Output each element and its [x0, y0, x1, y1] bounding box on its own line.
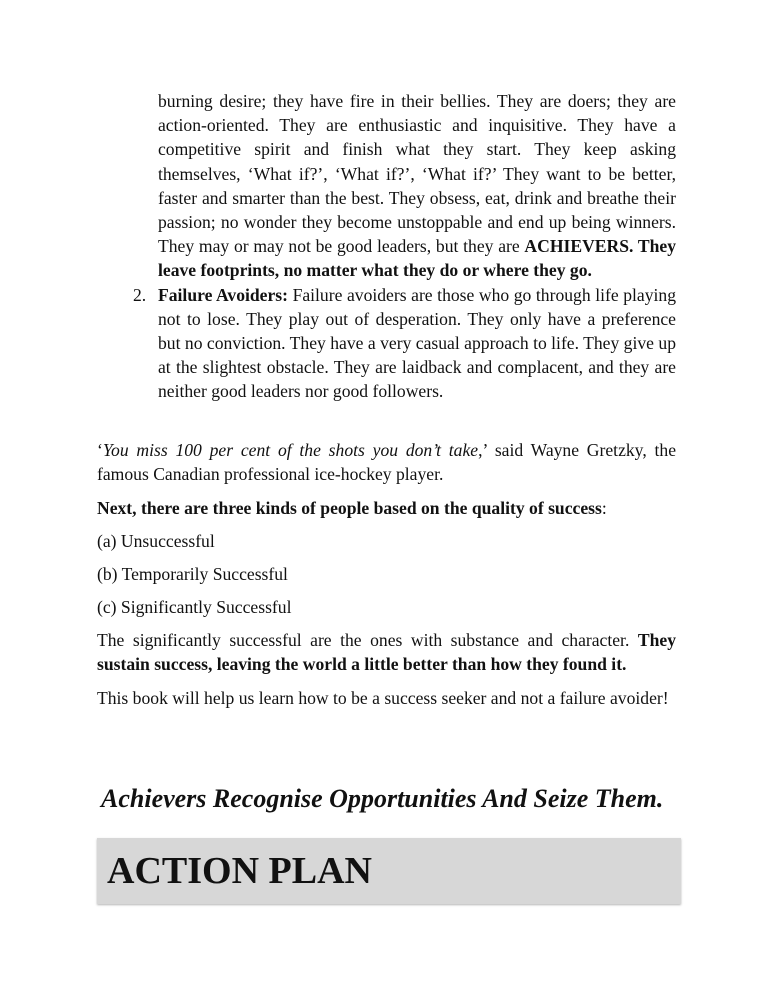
- list-item-achievers: [158, 89, 676, 283]
- closing-text: This book will help us learn how to be a success seeker and not a failure avoider!: [97, 688, 669, 708]
- significant-text: The significantly successful are the ones with substance and character.: [97, 630, 638, 650]
- failure-avoiders-term: Failure Avoiders:: [158, 284, 288, 305]
- failure-avoiders-description: Failure avoiders are those who go through life playing not to lose. They play out of desperation. They only have a preference but no conviction. They have a very casual approach to life. They give up at the slightest obstacle. They are laidback and complacent, and they are neither good leaders nor good followers.: [158, 284, 676, 402]
- section-title: ACTION PLAN: [107, 850, 372, 892]
- quote-open-mark: ‘: [97, 440, 103, 460]
- significant-paragraph: [97, 628, 676, 676]
- list-item-failure-avoiders: [133, 283, 676, 404]
- quote-attribution: ,’ said Wayne Gretzky, the famous Canadian professional ice-hockey player.: [97, 440, 677, 485]
- numbered-list: [133, 89, 676, 404]
- achievers-description: burning desire; they have fire in their bellies. They are doers; they are action-oriented. They are enthusiastic and inquisitive. They have a competitive spirit and finish what they start. They keep asking themselves, ‘What if?’, ‘What if?’, ‘What if?’ They want to be better, faster and smarter than the best. They obsess, eat, drink and breathe their passion; no wonder they become unstoppable and end up being winners. They may or may not be good leaders, but they are: [158, 91, 676, 257]
- chapter-tagline: Achievers Recognise Opportunities And Seize Them.: [101, 784, 664, 813]
- option-c: [97, 595, 676, 619]
- significant-emphasis: They sustain success, leaving the world a little better than how they found it.: [97, 630, 676, 675]
- gretzky-quote: You miss 100 per cent of the shots you don’t take: [102, 440, 479, 460]
- quote-paragraph: [97, 438, 676, 486]
- option-a-text: (a) Unsuccessful: [97, 531, 215, 551]
- list-number: 2.: [133, 284, 147, 305]
- option-b: [97, 562, 676, 586]
- kinds-paragraph: [97, 496, 676, 520]
- closing-paragraph: [97, 686, 676, 710]
- kinds-colon: :: [601, 498, 607, 518]
- kinds-heading: Next, there are three kinds of people based on the quality of success: [97, 498, 602, 518]
- option-c-text: (c) Significantly Successful: [97, 597, 292, 617]
- option-a: [97, 529, 676, 553]
- action-plan-banner: [97, 838, 681, 904]
- achievers-emphasis: ACHIEVERS. They leave footprints, no matter what they do or where they go.: [158, 236, 676, 281]
- option-b-text: (b) Temporarily Successful: [97, 564, 288, 584]
